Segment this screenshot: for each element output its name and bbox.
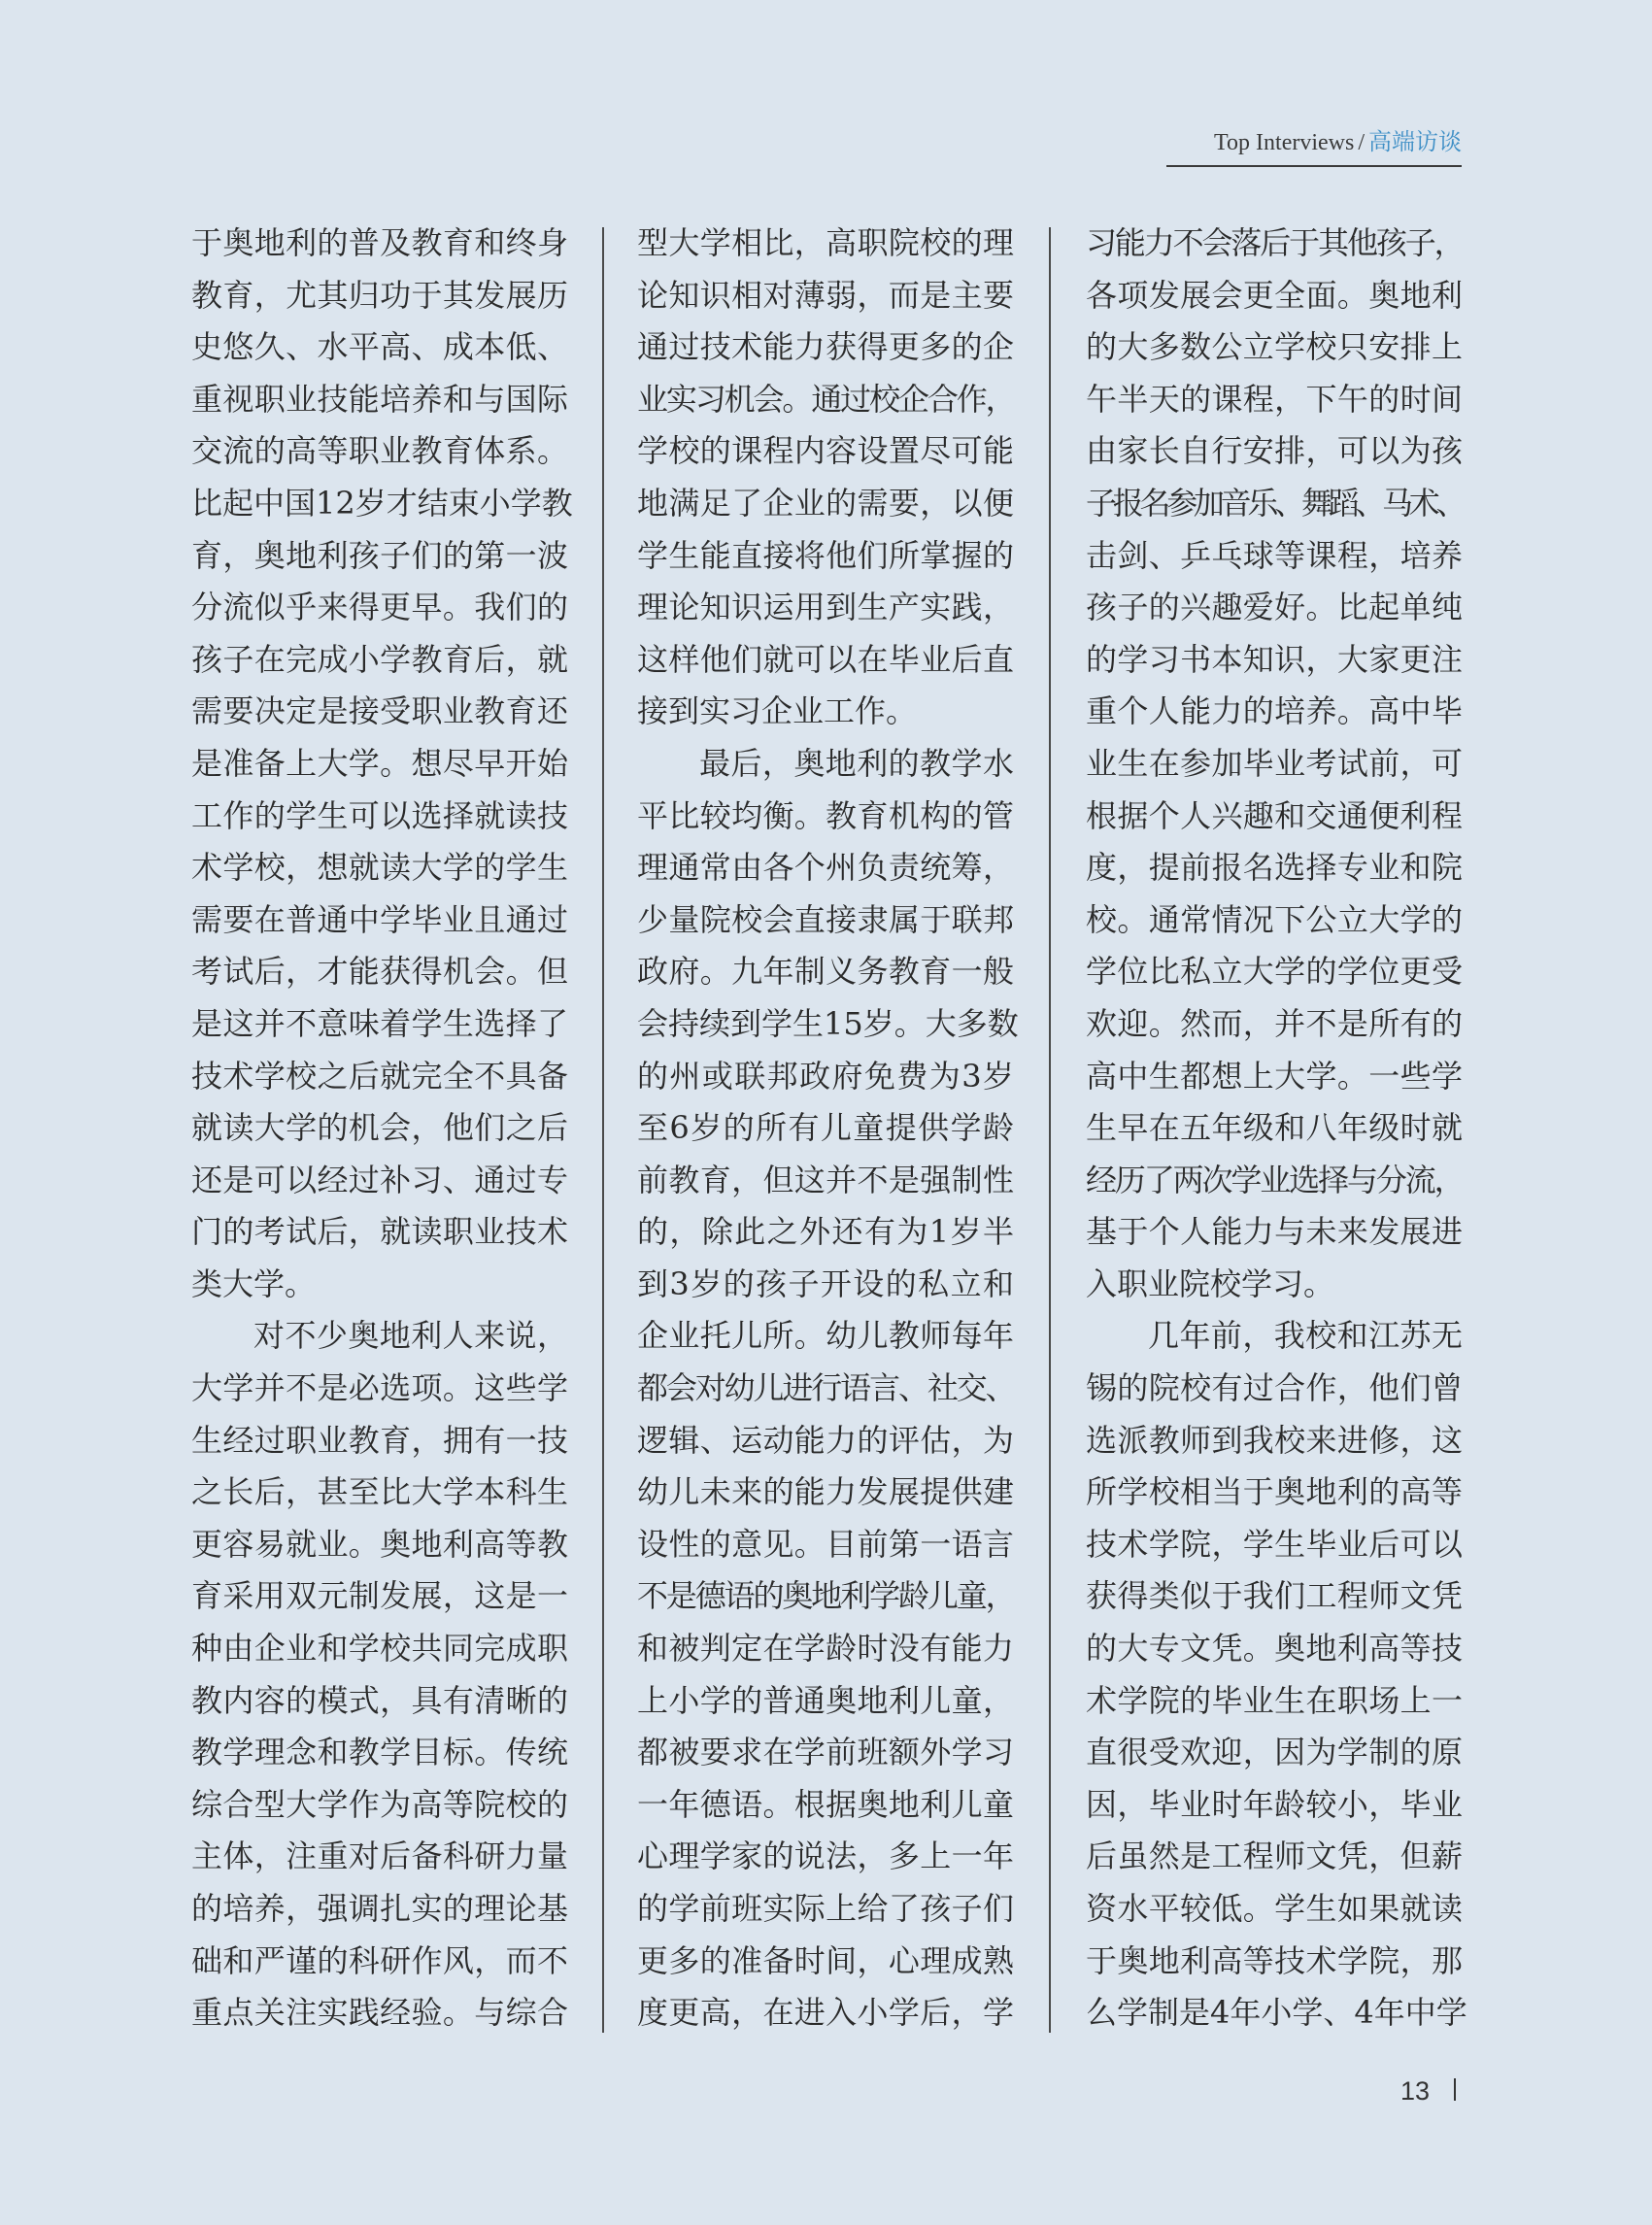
- text-line: 由家长自行安排，可以为孩: [1086, 432, 1463, 470]
- text-line: 需要决定是接受职业教育还: [191, 692, 568, 730]
- text-line: 设性的意见。目前第一语言: [637, 1525, 1014, 1563]
- text-line: 业实习机会。通过校企合作，: [637, 380, 1014, 418]
- text-line: 重个人能力的培养。高中毕: [1086, 692, 1463, 730]
- page-number-bar: [1454, 2078, 1456, 2101]
- text-line: 需要在普通中学毕业且通过: [191, 900, 568, 938]
- text-line: 理论知识运用到生产实践，: [637, 589, 1014, 626]
- text-line: 育，奥地利孩子们的第一波: [191, 536, 568, 574]
- text-line: 到3岁的孩子开设的私立和: [637, 1264, 1014, 1302]
- text-line: 都会对幼儿进行语言、社交、: [637, 1369, 1014, 1407]
- text-line: 更容易就业。奥地利高等教: [191, 1525, 568, 1563]
- text-column-3: [1086, 218, 1467, 2040]
- text-line: 后虽然是工程师文凭，但薪: [1086, 1837, 1463, 1875]
- section-header: [1214, 128, 1462, 157]
- column-divider: [1049, 227, 1051, 2033]
- text-line: 会持续到学生15岁。大多数: [637, 1004, 1019, 1042]
- section-title-en: Top Interviews: [1214, 130, 1355, 155]
- text-line: 比起中国12岁才结束小学教: [191, 484, 573, 522]
- text-line: 的学习书本知识，大家更注: [1086, 640, 1463, 678]
- text-line: 对不少奥地利人来说，: [253, 1317, 568, 1355]
- text-line: 一年德语。根据奥地利儿童: [637, 1785, 1014, 1823]
- text-line: 高中生都想上大学。一些学: [1086, 1057, 1463, 1095]
- text-line: 击剑、乒乓球等课程，培养: [1086, 536, 1463, 574]
- text-line: 技术学院，学生毕业后可以: [1086, 1525, 1463, 1563]
- text-line: 的学前班实际上给了孩子们: [637, 1890, 1014, 1927]
- text-line: 平比较均衡。教育机构的管: [637, 796, 1014, 834]
- text-line: 术学校，想就读大学的学生: [191, 849, 568, 887]
- text-line: 孩子的兴趣爱好。比起单纯: [1086, 589, 1463, 626]
- text-line: 这样他们就可以在毕业后直: [637, 640, 1014, 678]
- text-line: 类大学。: [191, 1264, 317, 1302]
- text-line: 础和严谨的科研作风，而不: [191, 1941, 568, 1979]
- text-line: 还是可以经过补习、通过专: [191, 1161, 568, 1198]
- text-line: 地满足了企业的需要，以便: [637, 484, 1014, 522]
- text-line: 大学并不是必选项。这些学: [191, 1369, 568, 1407]
- text-line: 门的考试后，就读职业技术: [191, 1213, 568, 1251]
- text-line: 和被判定在学龄时没有能力: [637, 1630, 1014, 1668]
- text-line: 交流的高等职业教育体系。: [191, 432, 568, 470]
- text-line: 工作的学生可以选择就读技: [191, 796, 568, 834]
- text-line: 幼儿未来的能力发展提供建: [637, 1473, 1014, 1511]
- text-line: 技术学校之后就完全不具备: [191, 1057, 568, 1095]
- text-line: 几年前，我校和江苏无: [1148, 1317, 1463, 1355]
- section-title-zh: 高端访谈: [1368, 130, 1462, 155]
- text-line: 前教育，但这并不是强制性: [637, 1161, 1014, 1198]
- text-line: 理通常由各个州负责统筹，: [637, 849, 1014, 887]
- text-line: 史悠久、水平高、成本低、: [191, 328, 568, 366]
- text-line: 政府。九年制义务教育一般: [637, 953, 1014, 991]
- text-line: 的大多数公立学校只安排上: [1086, 328, 1463, 366]
- text-line: 重点关注实践经验。与综合: [191, 1994, 568, 2032]
- text-line: 学校的课程内容设置尽可能: [637, 432, 1014, 470]
- text-line: 综合型大学作为高等院校的: [191, 1785, 568, 1823]
- text-line: 术学院的毕业生在职场上一: [1086, 1681, 1463, 1719]
- text-line: 教内容的模式，具有清晰的: [191, 1681, 568, 1719]
- text-line: 校。通常情况下公立大学的: [1086, 900, 1463, 938]
- text-line: 因，毕业时年龄较小，毕业: [1086, 1785, 1463, 1823]
- text-line: 考试后，才能获得机会。但: [191, 953, 568, 991]
- text-line: 逻辑、运动能力的评估，为: [637, 1421, 1014, 1459]
- text-line: 入职业院校学习。: [1086, 1264, 1335, 1302]
- text-line: 子报名参加音乐、舞蹈、马术、: [1086, 484, 1463, 522]
- text-line: 于奥地利的普及教育和终身: [191, 224, 568, 261]
- text-line: 最后，奥地利的教学水: [699, 744, 1014, 782]
- text-line: 直很受欢迎，因为学制的原: [1086, 1734, 1463, 1771]
- text-line: 锡的院校有过合作，他们曾: [1086, 1369, 1463, 1407]
- text-column-2: [637, 218, 1019, 2040]
- text-line: 种由企业和学校共同完成职: [191, 1630, 568, 1668]
- text-line: 根据个人兴趣和交通便利程: [1086, 796, 1463, 834]
- text-line: 所学校相当于奥地利的高等: [1086, 1473, 1463, 1511]
- text-line: 的大专文凭。奥地利高等技: [1086, 1630, 1463, 1668]
- header-underline: [1166, 165, 1462, 167]
- text-line: 基于个人能力与未来发展进: [1086, 1213, 1463, 1251]
- text-line: 孩子在完成小学教育后，就: [191, 640, 568, 678]
- text-line: 通过技术能力获得更多的企: [637, 328, 1014, 366]
- text-line: 习能力不会落后于其他孩子，: [1086, 224, 1463, 261]
- text-line: 论知识相对薄弱，而是主要: [637, 276, 1014, 314]
- text-line: 午半天的课程，下午的时间: [1086, 380, 1463, 418]
- text-line: 育采用双元制发展，这是一: [191, 1577, 568, 1615]
- text-line: 心理学家的说法，多上一年: [637, 1837, 1014, 1875]
- text-line: 少量院校会直接隶属于联邦: [637, 900, 1014, 938]
- text-line: 选派教师到我校来进修，这: [1086, 1421, 1463, 1459]
- text-line: 都被要求在学前班额外学习: [637, 1734, 1014, 1771]
- text-line: 的培养，强调扎实的理论基: [191, 1890, 568, 1927]
- text-line: 的，除此之外还有为1岁半: [637, 1213, 1014, 1251]
- text-line: 获得类似于我们工程师文凭: [1086, 1577, 1463, 1615]
- text-line: 就读大学的机会，他们之后: [191, 1109, 568, 1147]
- text-column-1: [191, 218, 573, 2040]
- text-line: 么学制是4年小学、4年中学: [1086, 1994, 1467, 2032]
- text-line: 是准备上大学。想尽早开始: [191, 744, 568, 782]
- text-line: 学生能直接将他们所掌握的: [637, 536, 1014, 574]
- text-line: 主体，注重对后备科研力量: [191, 1837, 568, 1875]
- text-line: 资水平较低。学生如果就读: [1086, 1890, 1463, 1927]
- text-line: 分流似乎来得更早。我们的: [191, 589, 568, 626]
- text-line: 经历了两次学业选择与分流，: [1086, 1161, 1463, 1198]
- text-line: 生经过职业教育，拥有一技: [191, 1421, 568, 1459]
- text-line: 于奥地利高等技术学院，那: [1086, 1941, 1463, 1979]
- text-line: 各项发展会更全面。奥地利: [1086, 276, 1463, 314]
- text-line: 之长后，甚至比大学本科生: [191, 1473, 568, 1511]
- text-line: 至6岁的所有儿童提供学龄: [637, 1109, 1014, 1147]
- text-line: 教学理念和教学目标。传统: [191, 1734, 568, 1771]
- text-line: 的州或联邦政府免费为3岁: [637, 1057, 1014, 1095]
- column-divider: [602, 227, 604, 2033]
- text-line: 上小学的普通奥地利儿童，: [637, 1681, 1014, 1719]
- text-line: 重视职业技能培养和与国际: [191, 380, 568, 418]
- text-line: 度更高，在进入小学后，学: [637, 1994, 1014, 2032]
- text-line: 企业托儿所。幼儿教师每年: [637, 1317, 1014, 1355]
- text-line: 学位比私立大学的学位更受: [1086, 953, 1463, 991]
- text-line: 是这并不意味着学生选择了: [191, 1004, 568, 1042]
- text-line: 度，提前报名选择专业和院: [1086, 849, 1463, 887]
- section-separator: /: [1358, 130, 1365, 155]
- text-line: 生早在五年级和八年级时就: [1086, 1109, 1463, 1147]
- text-line: 业生在参加毕业考试前，可: [1086, 744, 1463, 782]
- text-line: 更多的准备时间，心理成熟: [637, 1941, 1014, 1979]
- text-line: 接到实习企业工作。: [637, 692, 918, 730]
- text-line: 型大学相比，高职院校的理: [637, 224, 1014, 261]
- text-line: 欢迎。然而，并不是所有的: [1086, 1004, 1463, 1042]
- text-line: 教育，尤其归功于其发展历: [191, 276, 568, 314]
- page-number: 13: [1400, 2076, 1431, 2106]
- text-line: 不是德语的奥地利学龄儿童，: [637, 1577, 1014, 1615]
